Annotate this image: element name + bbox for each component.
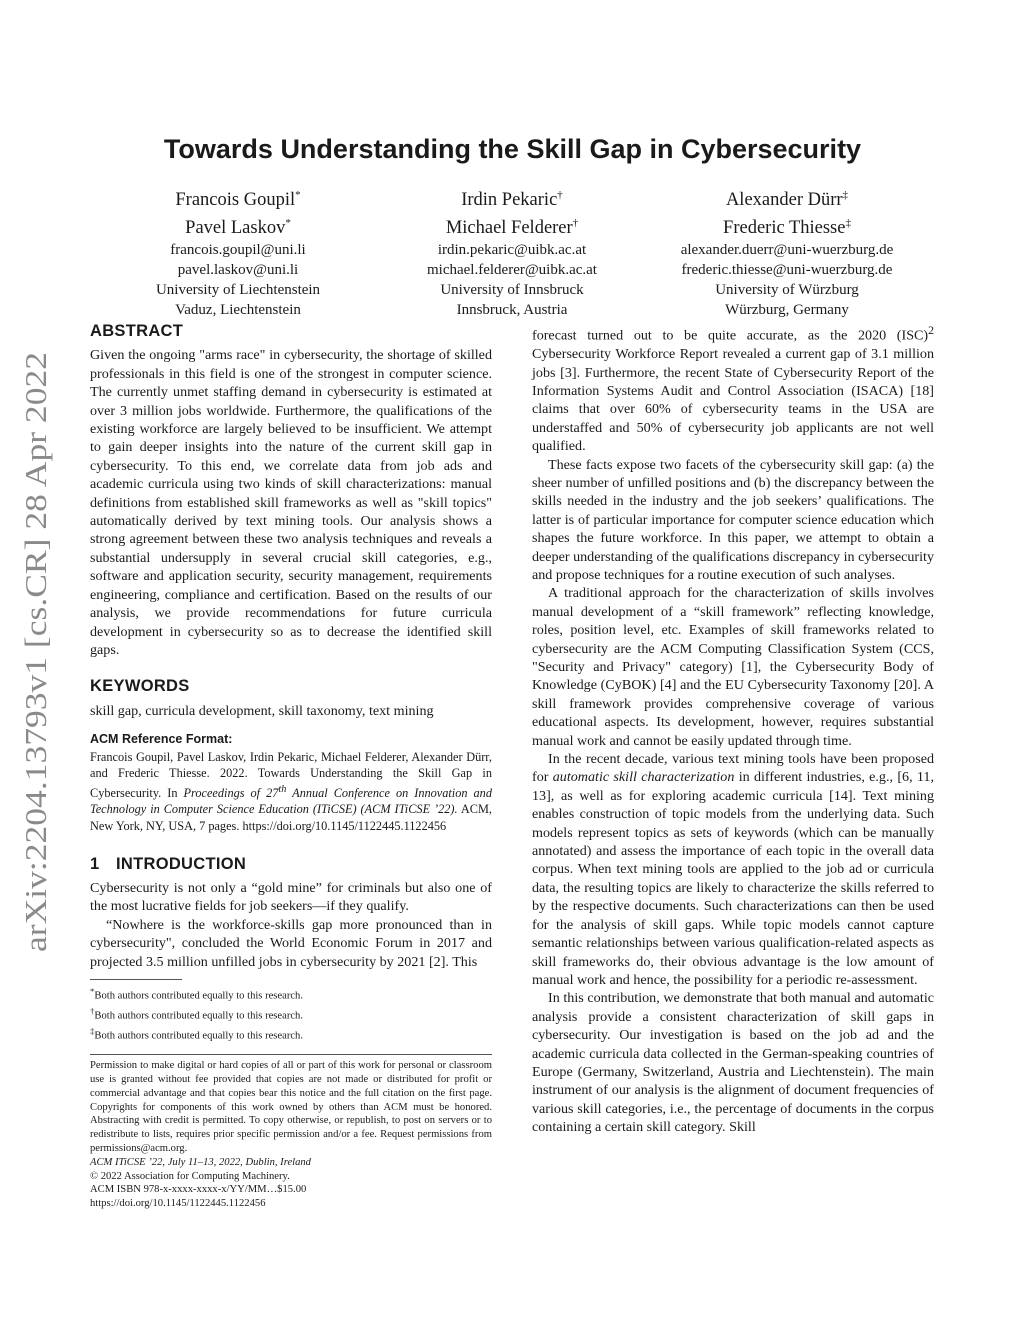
- author-group-wuerzburg: [647, 184, 927, 320]
- permission-divider: [90, 1054, 492, 1055]
- author-email: frederic.thiesse@uni-wuerzburg.de: [681, 262, 893, 279]
- introduction-heading: [90, 855, 492, 873]
- permission-text: Permission to make digital or hard copies of all or part of this work for personal or classroom use is granted without fee provided that copies are not made or distributed for profit or commercial advantage and that copies bear this notice and the full citation on the first page. Copyrights for components of this work owned by others than ACM must be honored. Abstracting with credit is permitted. To copy otherwise, or republish, to post on servers or to redistribute to lists, requires prior specific permission and/or a fee. Request permissions from permissions@acm.org.: [90, 1060, 492, 1154]
- keywords-heading: KEYWORDS: [90, 677, 190, 696]
- author-location: Würzburg, Germany: [725, 302, 849, 319]
- author-location: Vaduz, Liechtenstein: [175, 302, 301, 319]
- author-group-liechtenstein: [98, 184, 378, 320]
- author-mark: ‡: [842, 189, 849, 201]
- intro-paragraph: Cybersecurity is not only a “gold mine” for criminals but also one of the most lucrative fields for job seekers—if they qualify.: [90, 880, 492, 915]
- footnotes: [90, 984, 492, 1044]
- doi-link[interactable]: https://doi.org/10.1145/1122445.1122456: [90, 1198, 266, 1210]
- body-paragraph: In this contribution, we demonstrate that both manual and automatic analysis provide a consistent characterization of skill gaps in cybersecurity. Our investigation is based on the job ad and the academic curricula data collected in the German-speaking countries of Europe (Germany, Switzerland, Austria and Liechtenstein). The main instrument of our analysis is the alignment of document frequencies of various skill categories, i.e., the percentage of documents in the corpus containing a certain skill category. Skill: [532, 990, 934, 1136]
- author-email: irdin.pekaric@uibk.ac.at: [437, 242, 587, 259]
- isbn-line: ACM ISBN 978-x-xxxx-xxxx-x/YY/MM…$15.00: [90, 1184, 307, 1196]
- footnote: †Both authors contributed equally to this research.: [90, 1006, 304, 1022]
- keywords-text: skill gap, curricula development, skill taxonomy, text mining: [90, 702, 434, 719]
- author-email: francois.goupil@uni.li: [170, 242, 306, 259]
- paper-title: Towards Understanding the Skill Gap in Cybersecurity: [163, 134, 862, 164]
- abstract-text: Given the ongoing "arms race" in cybersecurity, the shortage of skilled professionals in this field is one of the strongest in computer science. The currently unmet staffing demand in cybersecurity is estimated at over 3 million jobs worldwide. Furthermore, the qualifications of the existing workforce are largely believed to be insufficient. We attempt to gain deeper insights into the nature of the current skill gap in cybersecurity. To this end, we correlate data from job ads and academic curricula using two kinds of skill characterizations: manual definitions from established skill frameworks as well as "skill topics" automatically derived by text mining tools. Our analysis shows a strong agreement between these two analysis techniques and reveals a substantial undersupply in several crucial skill categories, e.g., software and application security, security management, requirements engineering, compliance and certification. Based on the results of our analysis, we provide recommendations for future curricula development in cybersecurity so as to decrease the identified skill gaps.: [90, 347, 492, 658]
- section-number: 1: [90, 854, 100, 873]
- author-mark: *: [295, 189, 301, 201]
- arxiv-sidebar-stamp: [8, 340, 58, 960]
- right-column: [532, 322, 934, 1137]
- copyright-line: © 2022 Association for Computing Machinery.: [90, 1170, 290, 1182]
- author-email: alexander.duerr@uni-wuerzburg.de: [680, 242, 894, 259]
- acm-reference-heading: ACM Reference Format:: [90, 732, 233, 747]
- author-location: Innsbruck, Austria: [456, 302, 568, 319]
- footnote-divider: [90, 979, 182, 980]
- abstract-heading: ABSTRACT: [90, 322, 184, 340]
- section-title: INTRODUCTION: [116, 854, 247, 873]
- permission-block: [90, 1059, 492, 1211]
- author-name: Alexander Dürr: [725, 190, 843, 211]
- author-group-innsbruck: [372, 184, 652, 320]
- author-mark: †: [557, 189, 563, 201]
- footnote: *Both authors contributed equally to this research.: [90, 986, 304, 1002]
- intro-paragraph: “Nowhere is the workforce-skills gap more pronounced than in cybersecurity", concluded the World Economic Forum in 2017 and projected 3.5 million unfilled jobs in cybersecurity by 2021 [2]. This: [90, 916, 492, 970]
- body-paragraph: A traditional approach for the characterization of skills involves manual development of a “skill framework” reflecting knowledge, roles, position level, etc. Examples of skill frameworks related to cybersecurity are the ACM Computing Classification System (CCS, "Security and Privacy" category) [1], the Cybersecurity Body of Knowledge (CyBOK) [4] and the EU Cybersecurity Taxonomy [20]. A skill framework provides comprehensive coverage of various educational aspects. Its development, however, requires substantial manual work and cannot be easily updated through time.: [532, 585, 934, 749]
- body-paragraph: forecast turned out to be quite accurate, as the 2020 (ISC)$^2$ Cybersecurity Workforce Report revealed a current gap of 3.1 million jobs [3]. Furthermore, the recent State of Cybersecurity Report of the Information Systems Audit and Control Association (ISACA) [18] claims that over 60% of cybersecurity teams in the USA are understaffed and 50% of cybersecurity job applicants are not well qualified.: [532, 324, 934, 455]
- author-mark: ‡: [845, 217, 851, 230]
- author-name: Michael Felderer: [445, 218, 573, 239]
- author-mark: †: [572, 217, 579, 230]
- author-name: Irdin Pekaric: [461, 190, 558, 211]
- author-affiliation: University of Innsbruck: [440, 282, 584, 299]
- body-paragraph: In the recent decade, various text mining tools have been proposed for automatic skill characterization in different industries, e.g., [6, 11, 13], as well as for exploring academic curricula [14]. Text mining enables construction of topic models from the underlying data. Such models represent topics as sets of keywords (which can be manually annotated) and assess the importance of each topic in the overall data corpus. When text mining tools are applied to the job ad or curricula data, the resulting topics are likely to characterize the skills referred to by the respective documents. Such characterizations can then be used for the analysis of skill gaps. While topic models cannot capture semantic relationships between various qualification-related aspects as skill frameworks do, their obvious advantage is the low amount of manual work and hence, the possibility for a periodic re-assessment.: [532, 751, 934, 988]
- left-column: [90, 322, 492, 1211]
- author-name: Francois Goupil: [175, 190, 296, 211]
- author-affiliation: University of Würzburg: [715, 282, 859, 299]
- acm-reference-text: Francois Goupil, Pavel Laskov, Irdin Pekaric, Michael Felderer, Alexander Dürr, and Frederic Thiesse. 2022. Towards Understanding the Skill Gap in Cybersecurity. In Proceedings of 27th Annual Conference on Innovation and Technology in Computer Science Education (ITiCSE) (ACM ITiCSE ’22). ACM, New York, NY, USA, 7 pages. https://doi.org/10.1145/1122445.1122456: [90, 749, 492, 833]
- author-affiliation: University of Liechtenstein: [155, 282, 321, 299]
- author-name: Pavel Laskov: [185, 218, 286, 239]
- arxiv-id: arXiv:2204.13793v1 [cs.CR] 28 Apr 2022: [18, 428, 53, 952]
- author-block: [90, 184, 935, 319]
- footnote: ‡Both authors contributed equally to this research.: [90, 1026, 304, 1042]
- author-mark: *: [285, 217, 291, 230]
- author-email: pavel.laskov@uni.li: [177, 262, 299, 279]
- conference-line: ACM ITiCSE ’22, July 11–13, 2022, Dublin, Ireland: [90, 1156, 311, 1168]
- author-email: michael.felderer@uibk.ac.at: [427, 262, 597, 279]
- body-paragraph: These facts expose two facets of the cybersecurity skill gap: (a) the sheer number of unfilled positions and (b) the discrepancy between the skills needed in the industry and the job seekers’ qualifications. The latter is of particular importance for computer science education which shapes the future workforce. In this paper, we attempt to obtain a deeper understanding of the qualifications discrepancy in cybersecurity and propose techniques for a routine execution of such analyses.: [532, 456, 934, 583]
- author-name: Frederic Thiesse: [723, 218, 846, 239]
